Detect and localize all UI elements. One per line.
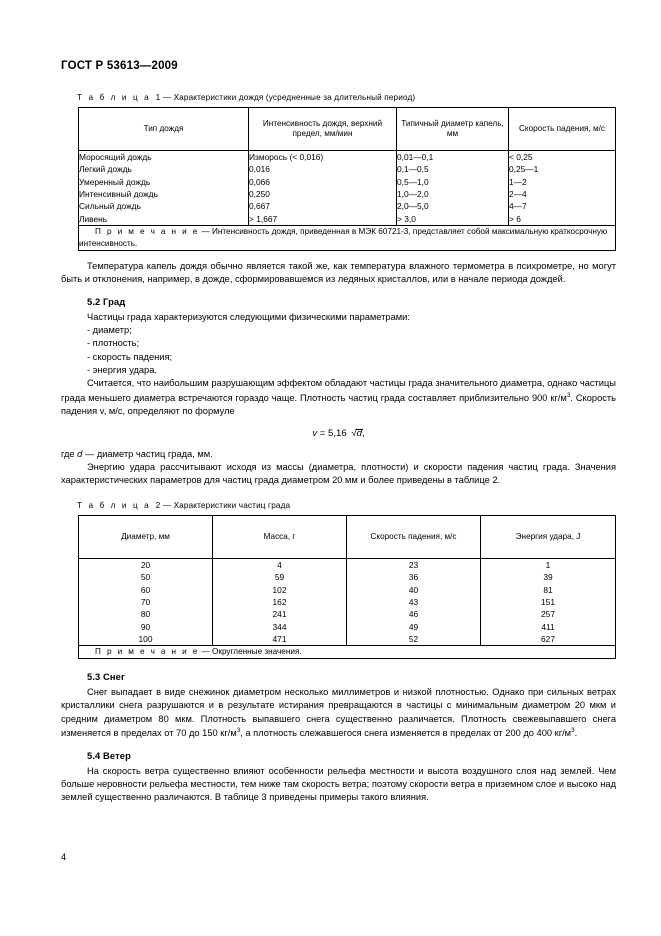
note-text: — Округленные значения. — [201, 647, 302, 657]
paragraph-snow-mid: , а плотность слежавшегося снега изменяется в пределах от 200 до 400 кг/м — [240, 728, 572, 739]
cell-value: 1,0—2,0 — [397, 189, 429, 200]
paragraph-rain-temperature: Температура капель дождя обычно является такой же, как температура влажного термометра в психрометре, но могут быть и отклонения, например, в дожде, сформировавшемся из ледяных кристаллов, или в начале периода дождей. — [61, 260, 616, 285]
cell-value: 627 — [541, 633, 555, 644]
table2-header-cell: Масса, г — [213, 515, 347, 558]
cell-value: 100 — [138, 633, 153, 644]
cell-value: 80 — [140, 609, 151, 620]
superscript-cubic: 3 — [566, 391, 571, 399]
table2-col-diameter — [79, 558, 213, 645]
table2-note — [79, 646, 616, 659]
cell-value: 0,25—1 — [509, 164, 539, 175]
page-content — [61, 93, 616, 805]
cell-value: 20 — [140, 559, 151, 570]
table2-header-row — [79, 515, 616, 558]
formula-variable-v: v — [312, 427, 318, 439]
where-lead: где — [61, 448, 75, 459]
cell-value: 52 — [408, 633, 419, 644]
table1-header-cell: Интенсивность дождя, верхний предел, мм/мин — [249, 108, 397, 151]
superscript-cubic: 3 — [571, 727, 575, 735]
table1-header-cell: Типичный диаметр капель, мм — [397, 108, 509, 151]
table2-header-cell: Энергия удара, J — [481, 515, 616, 558]
cell-value: 49 — [408, 621, 419, 632]
superscript-cubic: 3 — [236, 727, 241, 735]
cell-value: Изморось (< 0,016) — [249, 152, 324, 162]
section-heading-5-4: 5.4 Ветер — [87, 749, 131, 761]
square-root-icon: √ d — [351, 427, 363, 439]
table1-note — [79, 226, 616, 251]
where-variable-d: d — [77, 448, 83, 459]
table2-caption-label: Т а б л и ц а — [77, 500, 151, 510]
cell-value: 471 — [272, 633, 287, 644]
table1-col-speed — [509, 151, 616, 226]
cell-value: 4 — [277, 559, 282, 570]
cell-value: 50 — [140, 572, 151, 583]
cell-value: 70 — [140, 596, 151, 607]
cell-value: 1—2 — [509, 176, 527, 187]
cell-value: 0,5—1,0 — [397, 176, 429, 187]
cell-value: > 3,0 — [397, 213, 416, 224]
table2-caption — [77, 501, 616, 510]
table-row — [79, 558, 616, 645]
note-text: — Интенсивность дождя, приведенная в МЭК 60721-3, представляет собой максимальную краткосрочную интенсивность. — [79, 227, 608, 248]
paragraph-snow-text: Снег выпадает в виде снежинок диаметром несколько миллиметров и низкой плотностью. Однако при сильных ветрах кристаллики снега разрушаются и в результате истирания превращаются в частицы с минимальным диаметром 20 мкм и средним диаметром 80 мкм. Плотность выпавшего снега существенно различается. Плотность свежевыпавшего снега изменяется в пределах от 70 до 150 кг/м — [61, 687, 616, 739]
cell-value: 162 — [272, 596, 287, 607]
list-item: - плотность; — [87, 338, 140, 349]
cell-value: Сильный дождь — [79, 201, 141, 212]
cell-value: 257 — [541, 609, 555, 620]
cell-value: 0,016 — [249, 164, 270, 175]
cell-value: 0,1—0,5 — [397, 164, 429, 175]
paragraph-hail-intro: Частицы града характеризуются следующими физическими параметрами: — [87, 311, 410, 322]
cell-value: Моросящий дождь — [79, 152, 152, 162]
cell-value: 36 — [408, 572, 419, 583]
formula-comma: , — [362, 427, 365, 439]
cell-value: 102 — [272, 584, 287, 595]
cell-value: 0,667 — [249, 201, 270, 212]
cell-value: 344 — [272, 621, 287, 632]
paragraph-impact-energy: Энергию удара рассчитывают исходя из массы (диаметра, плотности) и скорости падения частиц града. Значения характеристических параметров для частиц града диаметром 20 мм и более приведены в таблице 2. — [61, 462, 616, 486]
paragraph-hail-body — [61, 377, 616, 418]
cell-value: < 0,25 — [509, 152, 533, 162]
table1-caption-text: — Характеристики дождя (усредненные за длительный период) — [162, 93, 416, 102]
cell-value: > 1,667 — [249, 213, 278, 224]
table-row — [79, 151, 616, 226]
list-item: - диаметр; — [87, 324, 132, 335]
paragraph-hail-body-tail: . Скорость падения v, м/с, определяют по формуле — [61, 392, 616, 417]
table2-col-mass — [213, 558, 347, 645]
cell-value: Легкий дождь — [79, 164, 132, 175]
cell-value: 2—4 — [509, 189, 527, 200]
cell-value: 39 — [543, 572, 553, 583]
paragraph-wind: На скорость ветра существенно влияют особенности рельефа местности и высота воздушного слоя над землей. Чем больше неровности рельефа местности, тем ниже там скорость ветра; поэтому скорости ветра в приземном слое и высоко над землей существенно различаются. В таблице 3 приведены примеры такого влияния. — [61, 765, 616, 803]
table1-note-row — [79, 226, 616, 251]
cell-value: 1 — [545, 559, 551, 570]
cell-value: 4—7 — [509, 201, 527, 212]
table1-col-diameter — [397, 151, 509, 226]
formula-variable-d: d — [356, 427, 363, 439]
cell-value: 2,0—5,0 — [397, 201, 429, 212]
table2-note-row — [79, 646, 616, 659]
cell-value: 60 — [140, 584, 151, 595]
paragraph-where-definition — [61, 448, 616, 461]
table2-header-cell: Диаметр, мм — [79, 515, 213, 558]
page-number: 4 — [61, 852, 67, 862]
table1-header-cell: Тип дождя — [79, 108, 249, 151]
where-text: — диаметр частиц града, мм. — [84, 448, 213, 459]
table1-caption-label: Т а б л и ц а — [77, 93, 151, 102]
table2-header-cell: Скорость падения, м/с — [347, 515, 481, 558]
cell-value: 40 — [408, 584, 419, 595]
paragraph-hail-body-text: Считается, что наибольшим разрушающим эффектом обладают частицы града значительного диаметра, однако частицы града меньшего диаметра встречаются гораздо чаще. Плотность частиц града составляет приблизительно 900 кг/м — [61, 378, 616, 403]
cell-value: Ливень — [79, 213, 108, 224]
section-heading-5-3: 5.3 Снег — [87, 671, 125, 683]
cell-value: 81 — [543, 584, 553, 595]
table2-caption-number: 2 — [155, 500, 161, 510]
table2-caption-text: — Характеристики частиц града — [162, 500, 291, 510]
formula-fall-speed — [61, 428, 616, 439]
cell-value: 0,066 — [249, 176, 270, 187]
cell-value: 59 — [274, 572, 285, 583]
paragraph-snow — [61, 686, 616, 741]
cell-value: 0,250 — [249, 189, 270, 200]
page-title: ГОСТ Р 53613—2009 — [61, 60, 178, 72]
table1-col-intensity — [249, 151, 397, 226]
formula-equals: = 5,16 — [319, 427, 347, 439]
table-rain-characteristics — [78, 107, 616, 251]
list-item: - энергия удара. — [87, 365, 157, 376]
cell-value: 46 — [408, 609, 419, 620]
note-label: П р и м е ч а н и е — [95, 227, 200, 237]
table1-header-row — [79, 108, 616, 151]
table1-col-type — [79, 151, 249, 226]
table1-header-cell: Скорость падения, м/с — [509, 108, 616, 151]
table1-caption-number: 1 — [155, 93, 161, 102]
list-item: - скорость падения; — [87, 351, 173, 362]
table1-caption — [77, 93, 616, 102]
cell-value: 0,01—0,1 — [397, 152, 434, 162]
cell-value: Умеренный дождь — [79, 176, 151, 187]
paragraph-snow-end: . — [574, 728, 578, 739]
note-label: П р и м е ч а н и е — [95, 647, 200, 657]
cell-value: 43 — [408, 596, 419, 607]
table2-col-fall-speed — [347, 558, 481, 645]
section-heading-5-2: 5.2 Град — [87, 295, 126, 307]
cell-value: Интенсивный дождь — [79, 189, 158, 200]
table-hail-characteristics — [78, 515, 616, 659]
cell-value: 411 — [541, 621, 555, 632]
cell-value: 90 — [140, 621, 151, 632]
cell-value: 241 — [272, 609, 287, 620]
table2-col-impact-energy — [481, 558, 616, 645]
cell-value: 151 — [541, 596, 555, 607]
cell-value: > 6 — [509, 213, 521, 224]
cell-value: 23 — [408, 559, 419, 570]
